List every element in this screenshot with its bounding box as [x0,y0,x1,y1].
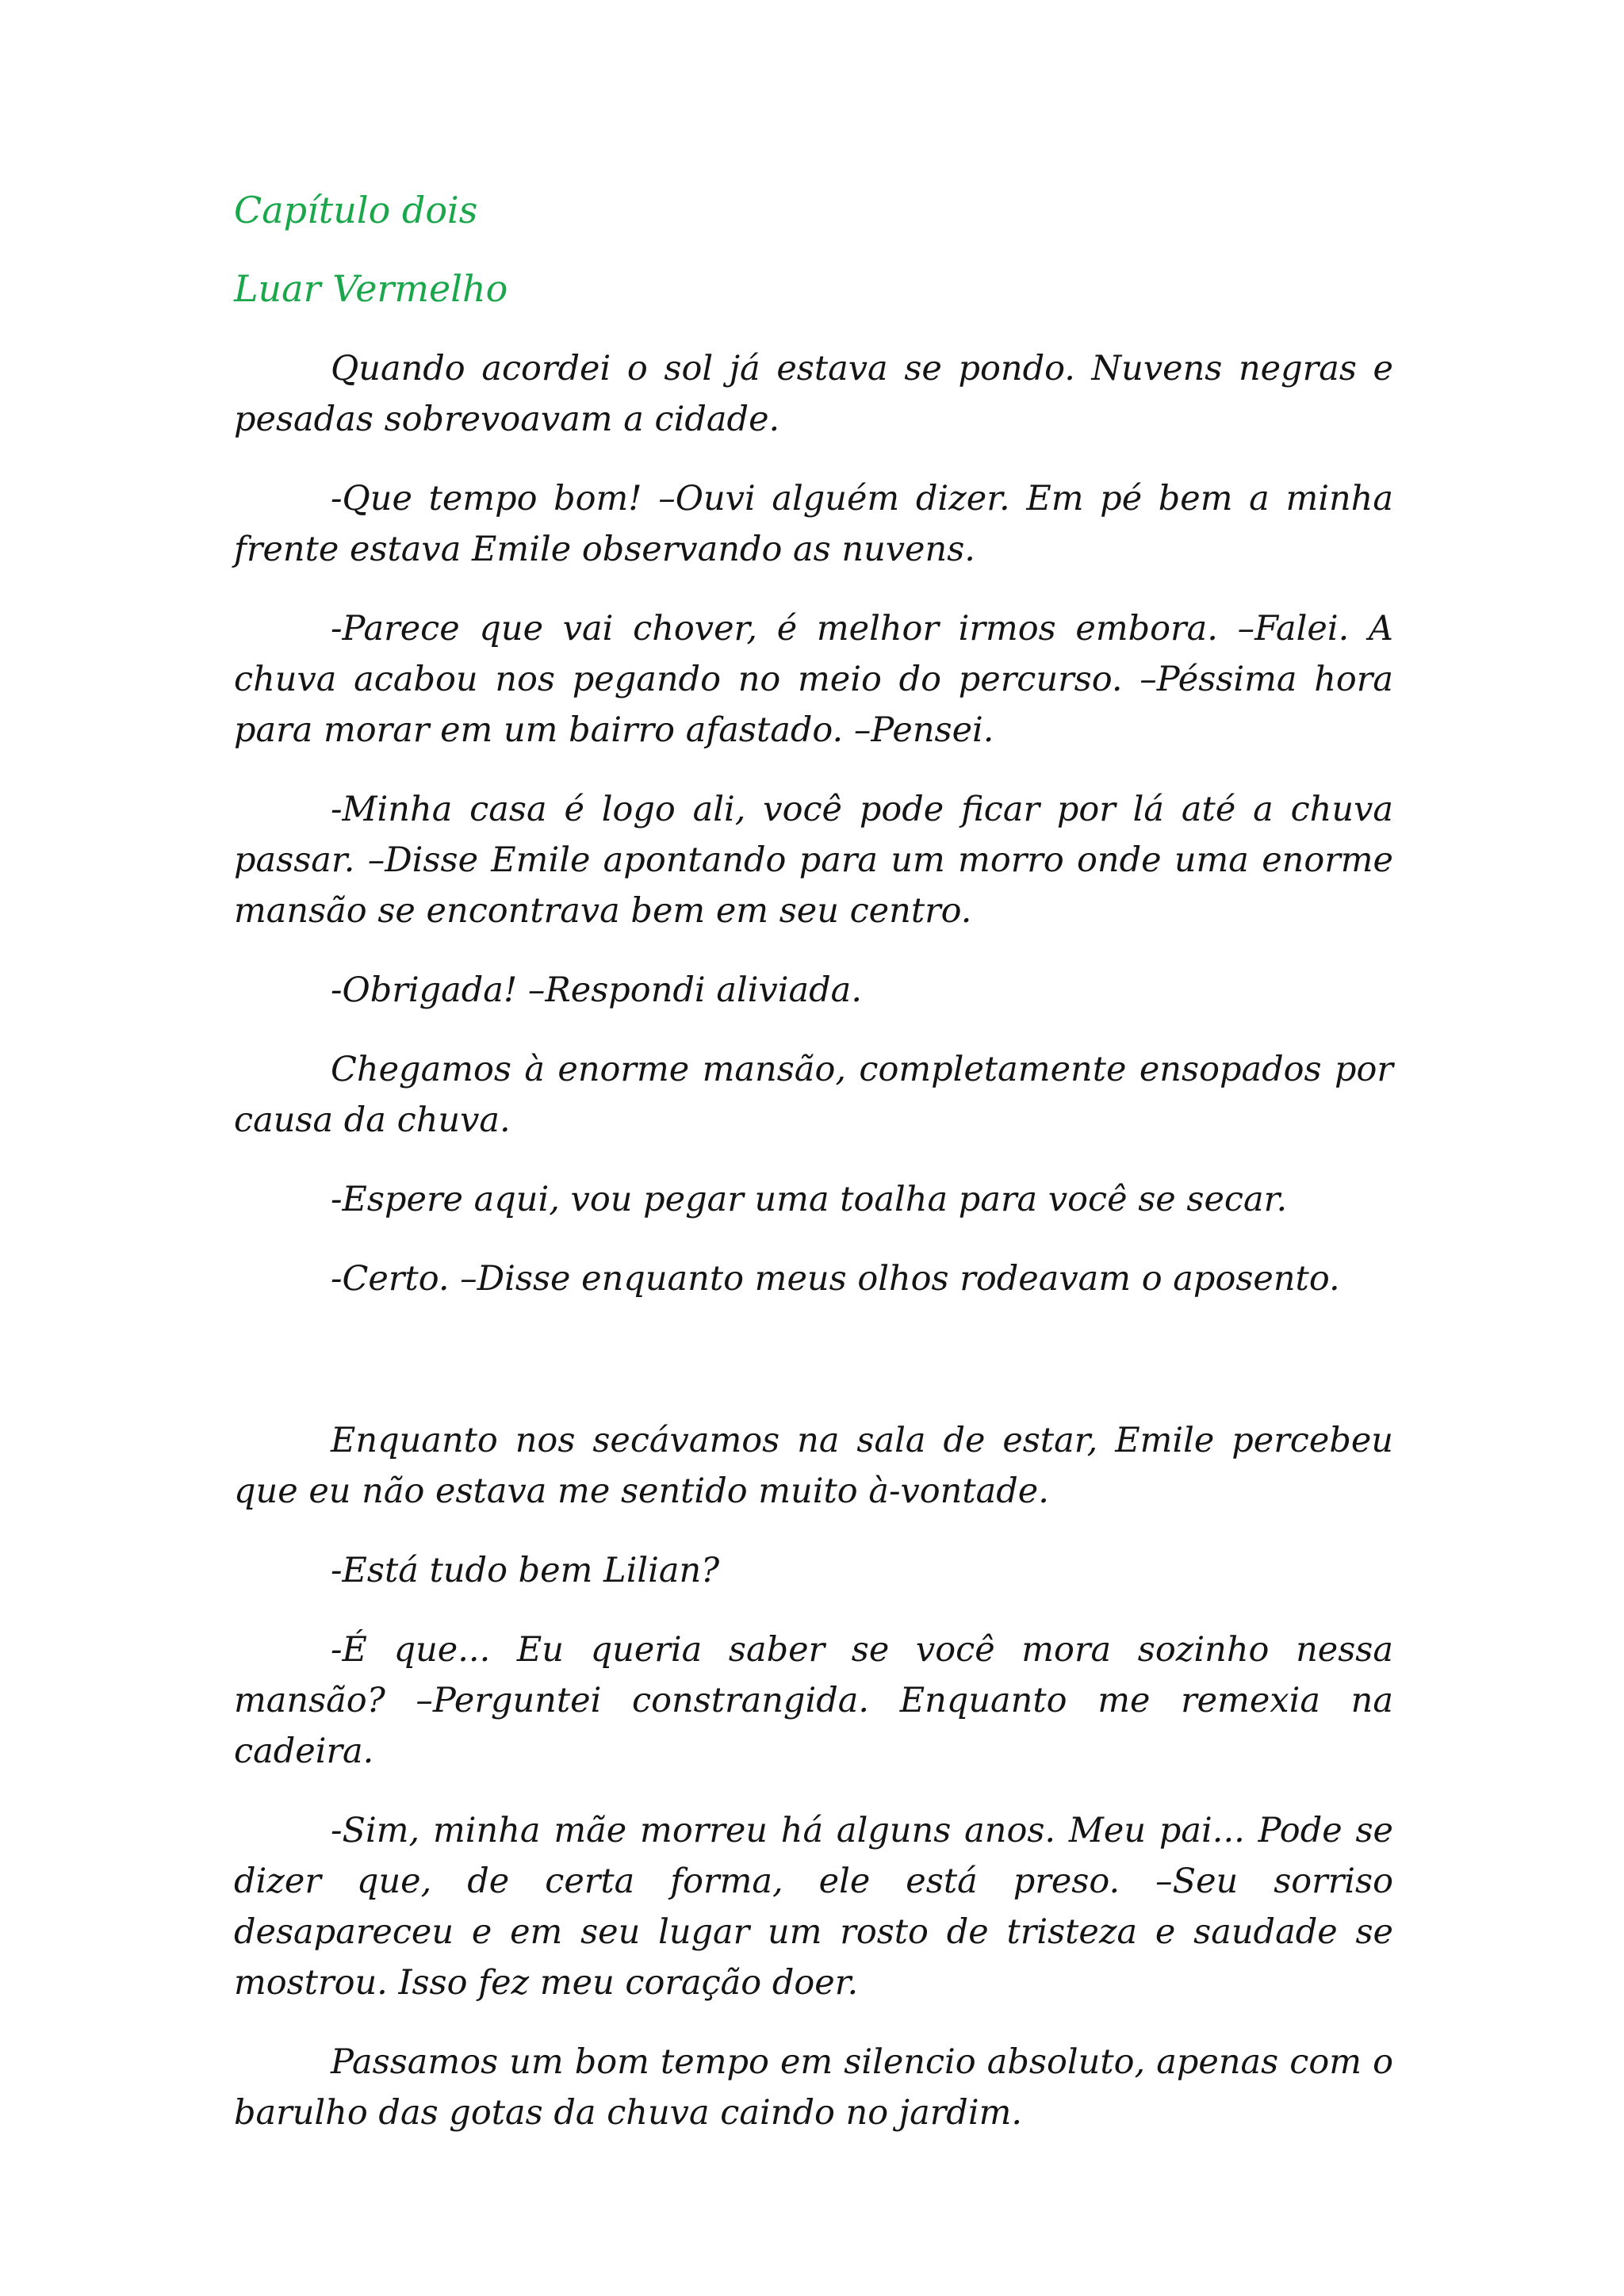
paragraph: Quando acordei o sol já estava se pondo. Nuvens negras e pesadas sobrevoavam a cidade. [234,349,1393,439]
paragraph: Enquanto nos secávamos na sala de estar, Emile percebeu que eu não estava me sentido muito à-vontade. [234,1421,1393,1511]
paragraph: Passamos um bom tempo em silencio absoluto, apenas com o barulho das gotas da chuva caindo no jardim. [234,2042,1393,2133]
paragraph: -Espere aqui, vou pegar uma toalha para você se secar. [331,1180,1288,1219]
paragraph: -Sim, minha mãe morreu há alguns anos. Meu pai... Pode se dizer que, de certa forma, ele está preso. –Seu sorriso desapareceu e em seu lugar um rosto de tristeza e saudade se mostrou. Isso fez meu coração doer. [234,1811,1393,2003]
section-gap [234,1333,1393,1415]
paragraph: -Parece que vai chover, é melhor irmos embora. –Falei. A chuva acabou nos pegando no meio do percurso. –Péssima hora para morar em um bairro afastado. –Pensei. [234,609,1393,750]
paragraph: -Obrigada! –Respondi aliviada. [331,970,862,1010]
paragraph: -É que... Eu queria saber se você mora sozinho nessa mansão? –Perguntei constrangida. Enquanto me remexia na cadeira. [234,1630,1393,1771]
paragraph: -Que tempo bom! –Ouvi alguém dizer. Em pé bem a minha frente estava Emile observando as nuvens. [234,479,1393,569]
paragraph: Chegamos à enorme mansão, completamente ensopados por causa da chuva. [234,1050,1393,1140]
paragraph: -Certo. –Disse enquanto meus olhos rodeavam o aposento. [331,1259,1340,1299]
chapter-title: Luar Vermelho [234,267,508,310]
chapter-number: Capítulo dois [234,189,478,232]
document-page [234,186,1393,2167]
paragraph: -Minha casa é logo ali, você pode ficar por lá até a chuva passar. –Disse Emile apontando para um morro onde uma enorme mansão se encontrava bem em seu centro. [234,790,1393,931]
paragraph: -Está tudo bem Lilian? [331,1551,720,1590]
